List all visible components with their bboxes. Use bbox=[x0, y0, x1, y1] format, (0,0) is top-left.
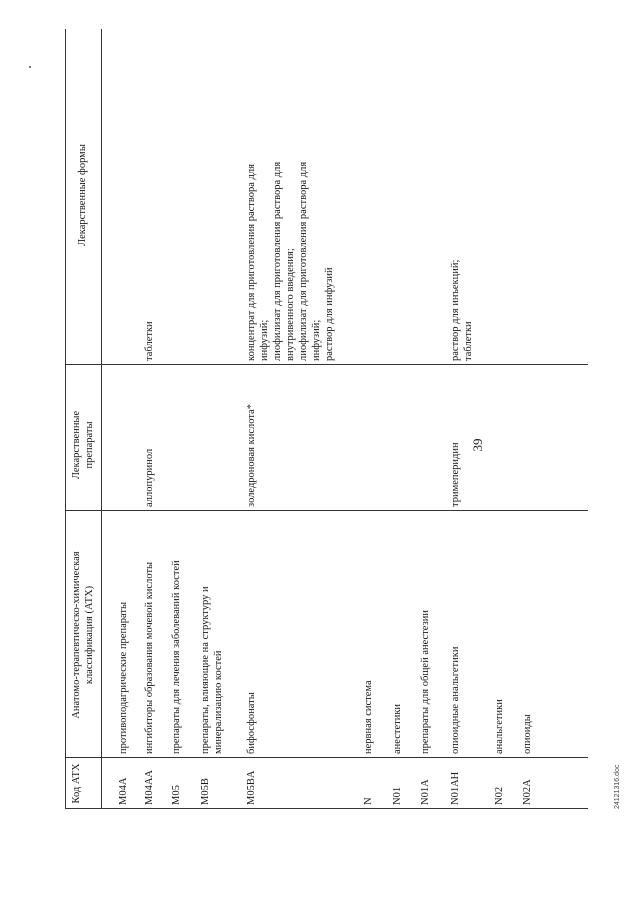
row-code: M05BA bbox=[246, 770, 257, 805]
row-code: N bbox=[363, 797, 374, 805]
table-top-rule bbox=[65, 29, 66, 809]
page-number: 39 bbox=[470, 438, 485, 452]
header-code: Код АТХ bbox=[71, 763, 82, 804]
stray-dot bbox=[29, 66, 31, 68]
header-bottom-rule bbox=[101, 29, 102, 809]
row-classification: анальгетики bbox=[494, 699, 505, 754]
footer-doc-id: 24121316.doc bbox=[614, 764, 621, 809]
row-code: N02 bbox=[494, 786, 505, 805]
column-rule bbox=[65, 757, 588, 758]
row-code: M04A bbox=[118, 777, 129, 805]
row-classification: препараты для общей анестезии bbox=[420, 610, 431, 754]
row-drug: аллопуринол bbox=[144, 448, 155, 507]
header-classification: Анатомо-терапевтическо-химическая классификация (АТХ) bbox=[71, 551, 95, 719]
column-rule bbox=[65, 808, 588, 809]
row-drug: тримеперидин bbox=[450, 442, 461, 507]
row-forms: концентрат для приготовления раствора для инфузий; лиофилизат для приготовления раствора для внутривенного введения; лиофилизат для приготовления раствора для инфузий; раствор для инфузий bbox=[246, 161, 335, 361]
row-classification: препараты для лечения заболеваний костей bbox=[171, 560, 182, 754]
row-classification: анестетики bbox=[392, 703, 403, 754]
row-forms: раствор для инъекций; таблетки bbox=[450, 259, 474, 361]
row-classification: противоподагрические препараты bbox=[118, 601, 129, 754]
header-forms: Лекарственные формы bbox=[77, 144, 88, 246]
row-code: M04AA bbox=[144, 769, 155, 805]
row-code: N01AH bbox=[450, 771, 461, 805]
row-code: M05 bbox=[171, 785, 182, 805]
column-rule bbox=[65, 364, 588, 365]
row-classification: препараты, влияющие на структуру и минерализацию костей bbox=[200, 586, 224, 754]
row-classification: опиоиды bbox=[522, 714, 533, 754]
row-classification: ингибиторы образования мочевой кислоты bbox=[144, 561, 155, 754]
column-rule bbox=[65, 510, 588, 511]
row-classification: бифосфонаты bbox=[246, 692, 257, 754]
row-classification: опиоидные анальгетики bbox=[450, 646, 461, 754]
row-code: M05B bbox=[200, 778, 211, 805]
header-drugs: Лекарственные препараты bbox=[71, 410, 95, 480]
row-code: N01A bbox=[420, 779, 431, 805]
row-code: N01 bbox=[392, 786, 403, 805]
row-code: N02A bbox=[522, 779, 533, 805]
row-drug: золедроновая кислота* bbox=[246, 404, 257, 507]
row-classification: нервная система bbox=[363, 680, 374, 754]
row-forms: таблетки bbox=[144, 321, 155, 361]
